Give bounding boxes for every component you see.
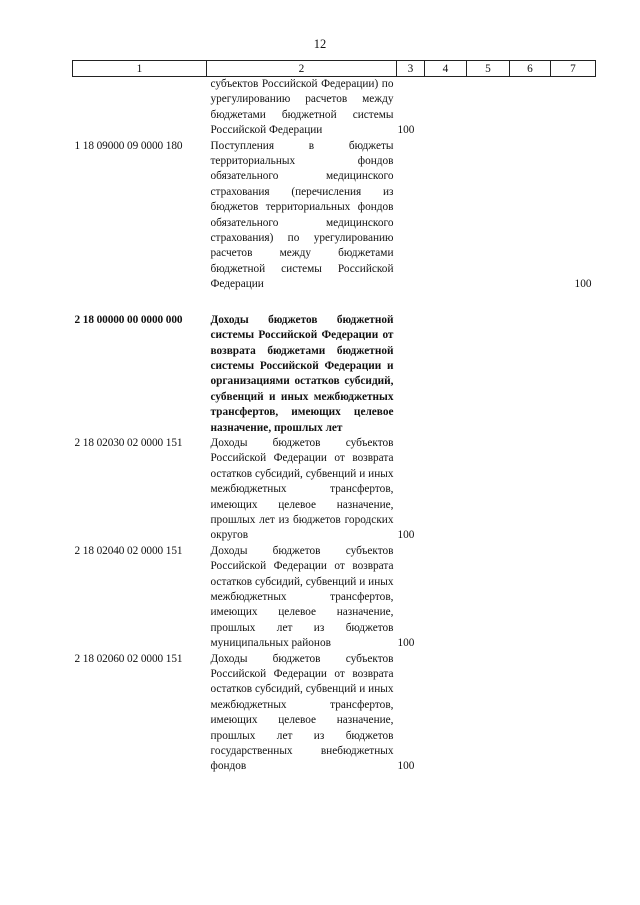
row-value-col3: 100 bbox=[397, 529, 415, 542]
table-row bbox=[73, 77, 596, 139]
row-name: Поступления в бюджеты территориальных фондов обязательного медицинского страхования (перечисления из бюджетов территориальных фондов обязательного медицинского страхования) по урегулированию расчетов между бюджетами бюджетной системы Российской Федерации bbox=[210, 139, 394, 291]
row-value-col7 bbox=[551, 313, 596, 436]
column-header-3: 3 bbox=[397, 61, 425, 77]
table-row bbox=[73, 436, 596, 544]
row-name: Доходы бюджетов бюджетной системы Российской Федерации от возврата бюджетами бюджетной системы Российской Федерации и организациями остатков субсидий, субвенций и иных межбюджетных трансфертов, имеющих целевое назначение, прошлых лет bbox=[210, 313, 394, 434]
row-value-col3: 100 bbox=[397, 124, 415, 137]
row-value-col7 bbox=[551, 544, 596, 652]
row-code bbox=[73, 77, 207, 139]
row-code: 2 18 02060 02 0000 151 bbox=[74, 652, 183, 665]
row-name: Доходы бюджетов субъектов Российской Федерации от возврата остатков субсидий, субвенций и иных межбюджетных трансфертов, имеющих целевое назначение, прошлых лет из бюджетов городских округов bbox=[210, 436, 394, 542]
page-number: 12 bbox=[313, 37, 327, 51]
column-header-5: 5 bbox=[467, 61, 510, 77]
row-value-col3: 100 bbox=[397, 637, 415, 650]
row-value-col3 bbox=[397, 313, 425, 436]
column-header-6: 6 bbox=[510, 61, 551, 77]
column-header-7: 7 bbox=[551, 61, 596, 77]
row-code: 2 18 02030 02 0000 151 bbox=[74, 436, 183, 449]
row-value-col7: 100 bbox=[574, 278, 592, 291]
row-name: Доходы бюджетов субъектов Российской Федерации от возврата остатков субсидий, субвенций и иных межбюджетных трансфертов, имеющих целевое назначение, прошлых лет из бюджетов государственных внебюджетных фондов bbox=[210, 652, 394, 773]
row-value-col7 bbox=[551, 652, 596, 775]
row-code: 2 18 00000 00 0000 000 bbox=[74, 313, 183, 326]
row-value-col3 bbox=[397, 139, 425, 293]
row-name: субъектов Российской Федерации) по урегулированию расчетов между бюджетами бюджетной системы Российской Федерации bbox=[210, 78, 394, 137]
row-code: 2 18 02040 02 0000 151 bbox=[74, 544, 183, 557]
revenue-table bbox=[72, 60, 596, 775]
table-header-row bbox=[73, 61, 596, 77]
table-row bbox=[73, 544, 596, 652]
row-value-col7 bbox=[551, 77, 596, 139]
row-name: Доходы бюджетов субъектов Российской Федерации от возврата остатков субсидий, субвенций и иных межбюджетных трансфертов, имеющих целевое назначение, прошлых лет из бюджетов муниципальных районов bbox=[210, 544, 394, 650]
column-header-2: 2 bbox=[207, 61, 397, 77]
table-row-section-heading bbox=[73, 313, 596, 436]
row-value-col3: 100 bbox=[397, 760, 415, 773]
row-value-col7 bbox=[551, 436, 596, 544]
column-header-1: 1 bbox=[73, 61, 207, 77]
row-code: 1 18 09000 09 0000 180 bbox=[74, 139, 183, 152]
column-header-4: 4 bbox=[425, 61, 467, 77]
table-row bbox=[73, 139, 596, 293]
table-row bbox=[73, 652, 596, 775]
row-spacer bbox=[73, 293, 596, 313]
